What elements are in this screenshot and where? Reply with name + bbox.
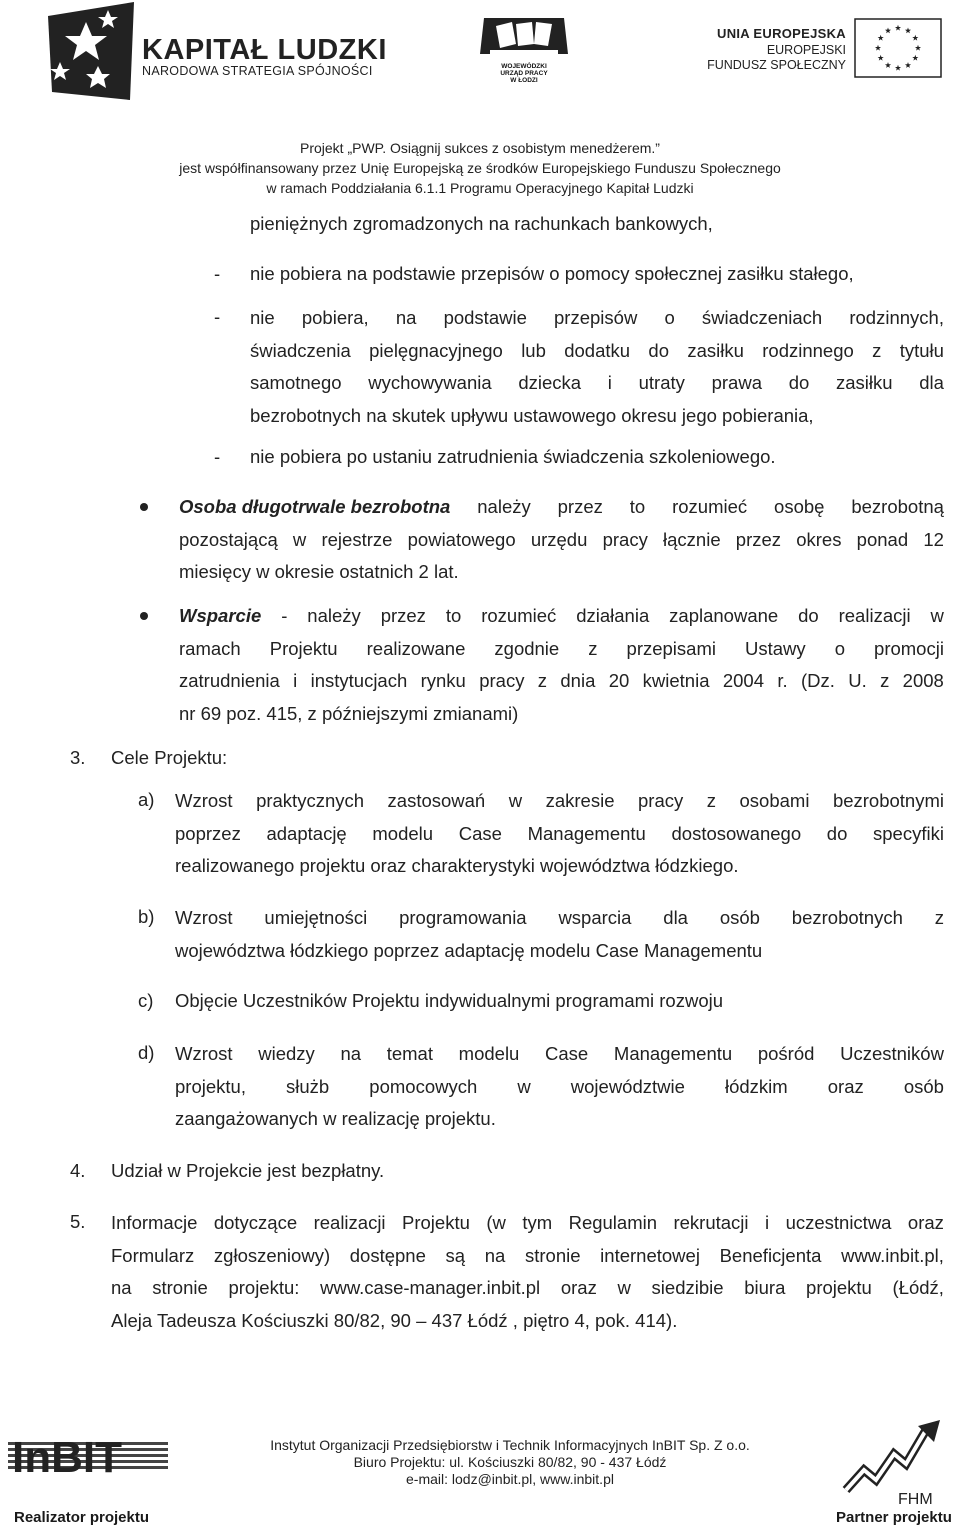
goal-line: poprzez adaptację modelu Case Managementu dostosowanego do specyfiki [175,822,944,844]
definition-term: Wsparcie [179,605,262,626]
kapital-ludzki-logo [46,0,386,105]
dash-item-2 [250,302,944,432]
wup-text [476,63,572,84]
dash-marker: - [214,446,221,467]
goal-c-letter: c) [138,990,154,1011]
dash-item-2-line: samotnego wychowywania dziecka i utraty prawa do zasiłku dla [250,372,944,394]
section-5-line: Formularz zgłoszeniowy) dostępne są na stronie internetowej Beneficjenta www.inbit.pl, [111,1244,944,1266]
dash-item-2-line: nie pobiera, na podstawie przepisów o świadczeniach rodzinnych, [250,307,944,328]
section-4-number: 4. [70,1160,86,1181]
dash-item-2-line: świadczenia pielęgnacyjnego lub dodatku do zasiłku rodzinnego z tytułu [250,339,944,361]
section-5-line: na stronie projektu: www.case-manager.inbit.pl oraz w siedzibie biura projektu (Łódź, [111,1277,944,1299]
goal-a-letter: a) [138,789,155,810]
definition-line: pozostającą w rejestrze powiatowego urzędu pracy łącznie przez okres ponad 12 [179,528,944,550]
goal-line: projektu, służb pomocowych w województwie łódzkim oraz osób [175,1075,944,1097]
section-3-number: 3. [70,747,86,768]
definition-line: miesięcy w okresie ostatnich 2 lat. [179,561,459,583]
ue-efs-logo [707,14,942,84]
goal-b [175,902,944,967]
fhm-logo-icon [842,1418,947,1508]
wup-line1: WOJEWÓDZKI [501,63,547,70]
section-5-number: 5. [70,1211,86,1232]
goal-c: Objęcie Uczestników Projektu indywidualnymi programami rozwoju [175,990,724,1011]
kapital-ludzki-subtitle: NARODOWA STRATEGIA SPÓJNOŚCI [142,64,373,78]
definition-line: Osoba długotrwale bezrobotna należy przez to rozumieć osobę bezrobotną [179,491,944,524]
definition-line: nr 69 poz. 415, z późniejszymi zmianami) [179,702,519,724]
dash-item-1: nie pobiera na podstawie przepisów o pomocy społecznej zasiłku stałego, [250,263,854,284]
footer-line2: Biuro Projektu: ul. Kościuszki 80/82, 90 - 437 Łódź [353,1454,667,1470]
kapital-ludzki-title: KAPITAŁ LUDZKI [142,34,387,66]
goal-line: realizowanego projektu oraz charakterystyki województwa łódzkiego. [175,855,739,877]
goal-line: Wzrost wiedzy na temat modelu Case Managementu pośród Uczestników [175,1043,944,1064]
definition-line: zatrudnienia i instytucjach rynku pracy z dnia 20 kwietnia 2004 r. (Dz. U. z 2008 [179,670,944,692]
goal-a [175,785,944,883]
section-5-text [111,1207,944,1337]
dash-marker: - [214,306,221,327]
footer-line3: e-mail: lodz@inbit.pl, www.inbit.pl [406,1471,614,1487]
goal-d-letter: d) [138,1042,155,1063]
realizator-label: Realizator projektu [14,1509,150,1526]
project-name-line: Projekt „PWP. Osiągnij sukces z osobistym menedżerem.” [300,140,660,156]
ue-line3: FUNDUSZ SPOŁECZNY [707,58,846,72]
section-3-title: Cele Projektu: [111,747,228,768]
definition-support [179,600,944,730]
wup-lodz-logo [476,14,572,84]
wup-line3: W ŁODZI [510,77,538,84]
goal-line: Wzrost praktycznych zastosowań w zakresie pracy z osobami bezrobotnymi [175,790,944,811]
inbit-logo-text: InBIT [12,1433,122,1482]
continued-line: pieniężnych zgromadzonych na rachunkach bankowych, [250,213,713,234]
goal-line: województwa łódzkiego poprzez adaptację modelu Case Managementu [175,939,763,961]
section-5-line: Aleja Tadeusza Kościuszki 80/82, 90 – 437 Łódź , piętro 4, pok. 414). [111,1309,678,1331]
cofinance-line: jest współfinansowany przez Unię Europejską ze środków Europejskiego Funduszu Społecznego [179,160,781,176]
dash-marker: - [214,263,221,284]
goal-line: Wzrost umiejętności programowania wsparcia dla osób bezrobotnych z [175,907,944,928]
eu-flag-icon [854,18,942,78]
wup-emblem-icon [476,14,572,64]
definition-long-term-unemployed [179,491,944,589]
measure-line: w ramach Poddziałania 6.1.1 Programu Operacyjnego Kapitał Ludzki [266,180,694,196]
goal-line: zaangażowanych w realizację projektu. [175,1108,496,1130]
fhm-logo-text: FHM [898,1491,933,1508]
bullet-icon [140,503,148,511]
section-5-line: Informacje dotyczące realizacji Projektu (w tym Regulamin rekrutacji i uczestnictwa oraz [111,1212,944,1233]
dash-item-3: nie pobiera po ustaniu zatrudnienia świadczenia szkoleniowego. [250,446,776,467]
kapital-ludzki-emblem-icon [46,0,136,102]
definition-term: Osoba długotrwale bezrobotna [179,496,451,517]
bullet-icon [140,612,148,620]
fhm-logo [842,1418,947,1508]
definition-line: ramach Projektu realizowane zgodnie z przepisami Ustawy o promocji [179,637,944,659]
partner-label: Partner projektu [836,1509,952,1526]
goal-b-letter: b) [138,906,155,927]
project-info-header [0,138,960,198]
wup-line2: URZĄD PRACY [500,70,548,77]
goal-d [175,1038,944,1136]
footer-line1: Instytut Organizacji Przedsiębiorstw i Technik Informacyjnych InBIT Sp. Z o.o. [270,1437,750,1453]
definition-line: Wsparcie - należy przez to rozumieć działania zaplanowane do realizacji w [179,600,944,633]
footer-info [0,1437,960,1488]
ue-line1: UNIA EUROPEJSKA [717,26,846,41]
ue-line2: EUROPEJSKI [766,43,846,57]
dash-item-2-line: bezrobotnych na skutek upływu ustawowego okresu jego pobierania, [250,404,814,426]
section-4-text: Udział w Projekcie jest bezpłatny. [111,1160,385,1181]
